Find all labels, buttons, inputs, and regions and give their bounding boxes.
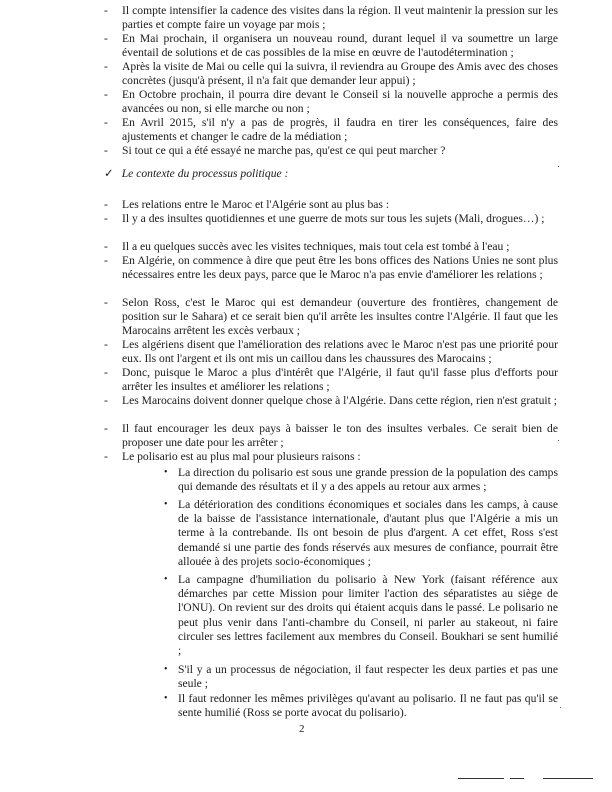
footer-line [458,778,504,779]
bullet-dot-icon: • [164,467,168,478]
list-item-text: Il y a des insultes quotidiennes et une guerre de mots sur tous les sujets (Mali, drogues…) ; [122,212,545,225]
list-item-text: Il faut encourager les deux pays à baisser le ton des insultes verbales. Ce serait bien de proposer une date pour les arrêter ; [122,422,558,450]
list-item-text: Selon Ross, c'est le Maroc qui est demandeur (ouverture des frontières, changement de position sur le Sahara) et ce serait bien qu'il arrête les insultes contre l'Algérie. Il faut que les Marocains arrêtent les excès verbaux ; [122,296,558,338]
list-item-text: Les algériens disent que l'amélioration des relations avec le Maroc n'est pas une priorité pour eux. Ils ont l'argent et ils ont mis un caillou dans les chaussures des Marocains ; [122,338,558,366]
dash-bullet: - [104,422,108,435]
list-item-text: En Algérie, on commence à dire que peut être les bons offices des Nations Unies ne sont plus nécessaires entre les deux pays, parce que le Maroc n'a pas envie d'améliorer les relations ; [122,254,558,282]
list-item [104,4,558,32]
sub-list-item-text: La direction du polisario est sous une grande pression de la population des camps qui demande des résultats et il y a des appels au retour aux armes ; [178,466,558,494]
list-item [104,198,558,212]
list-item-text: Il compte intensifier la cadence des visites dans la région. Il veut maintenir la pression sur les parties et compte faire un voyage par mois ; [122,4,558,32]
footer-line [543,778,593,779]
list-item-text: En Octobre prochain, il pourra dire devant le Conseil si la nouvelle approche a permis des avancées ou non, si elle marche ou non ; [122,88,558,116]
dash-bullet: - [104,394,108,407]
sub-list-item [164,692,558,720]
sub-list-item-text: S'il y a un processus de négociation, il faut respecter les deux parties et pas une seule ; [178,663,558,691]
dash-bullet: - [104,240,108,253]
list-item-text: Il a eu quelques succès avec les visites techniques, mais tout cela est tombé à l'eau ; [122,240,510,253]
dash-bullet: - [104,144,108,157]
list-item [104,88,558,116]
list-item [104,60,558,88]
scan-speck [558,166,559,167]
sub-list-item-text: Il faut redonner les mêmes privilèges qu'avant au polisario. Il ne faut pas qu'il se sente humilié (Ross se porte avocat du polisario). [178,692,558,720]
bullet-dot-icon: • [164,574,168,585]
sub-list-item-text: La détérioration des conditions économiques et sociales dans les camps, à cause de la baisse de l'assistance internationale, d'autant plus que l'Algérie a mis un terme à la contrebande. Ils ont besoin de plus d'argent. A cet effet, Ross s'est demandé si une partie des fonds réservés aux mesures de confiance, pourrait être allouée à des projets socio-économiques ; [178,498,558,568]
section-heading [104,166,288,180]
bullet-dot-icon: • [164,664,168,675]
list-item [104,116,558,144]
bullet-dot-icon: • [164,693,168,704]
list-item [104,422,558,450]
scan-speck [560,707,561,708]
list-item-text: Si tout ce qui a été essayé ne marche pas, qu'est ce qui peut marcher ? [122,144,446,157]
dash-bullet: - [104,198,108,211]
list-item [104,338,558,366]
dash-bullet: - [104,32,108,45]
list-item-text: Donc, puisque le Maroc a plus d'intérêt que l'Algérie, il faut qu'il fasse plus d'efforts pour arrêter les insultes et améliorer les relations ; [122,366,558,394]
scan-speck [558,440,559,441]
sub-list-item [164,498,558,569]
sub-list-item [164,573,558,658]
list-item [104,212,558,226]
dash-bullet: - [104,4,108,17]
list-item [104,394,558,408]
dash-bullet: - [104,450,108,463]
dash-bullet: - [104,60,108,73]
dash-bullet: - [104,296,108,309]
list-item [104,366,558,394]
list-item-text: Les Marocains doivent donner quelque chose à l'Algérie. Dans cette région, rien n'est gratuit ; [122,394,557,407]
sub-list-item-text: La campagne d'humiliation du polisario à New York (faisant référence aux démarches par cette Mission pour limiter l'action des séparatistes au siège de l'ONU). On revient sur des droits qui étaient acquis dans le passé. Le polisario ne peut plus venir dans l'anti-chambre du Conseil, ni parler au stakeout, ni faire circuler ses lettres facilement aux membres du Conseil. Boukhari se sent humilié ; [178,573,558,658]
dash-bullet: - [104,212,108,225]
list-item-text: Le polisario est au plus mal pour plusieurs raisons : [122,450,361,463]
sub-list-item [164,663,558,691]
page-number: 2 [299,723,305,735]
dash-bullet: - [104,116,108,129]
sub-list-item [164,466,558,494]
list-item [104,144,558,158]
list-item [104,296,558,339]
list-item-text: En Avril 2015, s'il n'y a pas de progrès, il faudra en tirer les conséquences, faire des ajustements et changer le cadre de la médiation ; [122,116,558,144]
list-item [104,32,558,60]
list-item-text: Les relations entre le Maroc et l'Algérie sont au plus bas : [122,198,390,211]
list-item-text: En Mai prochain, il organisera un nouveau round, durant lequel il va soumettre un large éventail de solutions et de cas possibles de la mise en œuvre de l'autodétermination ; [122,32,558,60]
dash-bullet: - [104,366,108,379]
list-item [104,450,558,464]
list-item [104,240,558,254]
footer-line [510,778,524,779]
list-item [104,254,558,282]
checkmark-icon: ✓ [104,167,114,180]
section-heading-text: Le contexte du processus politique : [121,167,289,180]
dash-bullet: - [104,88,108,101]
list-item-text: Après la visite de Mai ou celle qui la suivra, il reviendra au Groupe des Amis avec des choses concrètes (jusqu'à présent, il n'a fait que demander leur appui) ; [122,60,558,88]
dash-bullet: - [104,338,108,351]
bullet-dot-icon: • [164,499,168,510]
dash-bullet: - [104,254,108,267]
